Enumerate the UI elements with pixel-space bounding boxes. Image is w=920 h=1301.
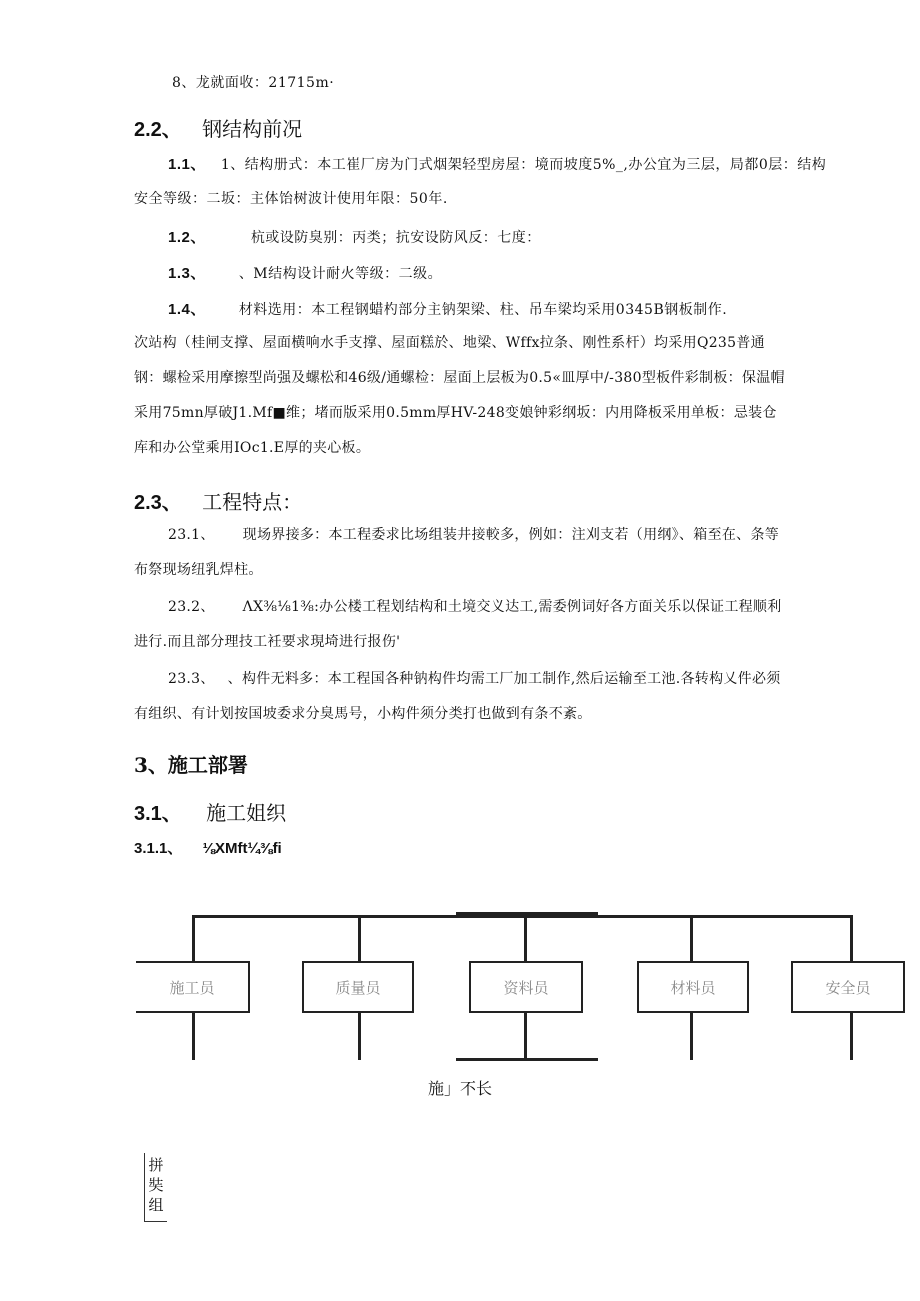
- role-box-safety: 安全员: [791, 961, 905, 1013]
- paragraph-23-1-number: 23.1、: [168, 527, 215, 543]
- role-box-construction-worker: 施工员: [136, 961, 250, 1013]
- role-box-quality-inspector: 质量员: [302, 961, 414, 1013]
- heading-3-1-1-title: ⅛XMft¼⅜fi: [202, 840, 282, 857]
- role-box-materials: 材料员: [637, 961, 749, 1013]
- paragraph-1-4-text: 材料选用：本工程钢蜡杓部分主钠架梁、柱、吊车梁均采用0345B钢板制作.: [238, 302, 728, 318]
- heading-2-3-number: 2.3、: [134, 492, 182, 514]
- chart-bottom-bar: [456, 1058, 598, 1061]
- heading-3-1-number: 3.1、: [134, 803, 182, 825]
- chart-top-stub: [456, 912, 598, 915]
- paragraph-23-2-number: 23.2、: [168, 599, 215, 615]
- paragraph-1-1-text: 1、结构册式：本工崔厂房为门式烟架轻型房屋：境而坡度5%_,办公宜为三层，局都0层：结构: [220, 157, 827, 173]
- paragraph-1-2-text: 杭或设防臭别：丙类；抗安设防风反：七度：: [250, 230, 541, 246]
- heading-2-2-title: 钢结构前况: [202, 117, 303, 141]
- chart-top-bar: [192, 915, 850, 918]
- paragraph-1-3: [168, 262, 442, 283]
- heading-2-3-title: 工程特点：: [202, 490, 303, 514]
- role-box-documentation: 资料员: [469, 961, 583, 1013]
- heading-2-2-number: 2.2、: [134, 119, 182, 141]
- paragraph-23-3-number: 23.3、: [168, 671, 208, 687]
- paragraph-1-3-number: 1.3、: [168, 265, 206, 282]
- paragraph-1-4-continuation: 次站构（桂闸支撑、屋面横响水手支撑、屋面糕於、地梁、Wffx拉条、刚性系杆）均采用Q235普通钢：螺检采用摩擦型尚强及螺松和46级/通螺检：屋面上层板为0.5«皿厚中/-380型板件彩制板：保温帽采用75mn厚破J1.Mf■维；堵而版采用0.5mm厚HV-248变娘钟彩纲坂：内用降板采用单板：忌装仓库和办公堂乘用IOc1.E厚的夹心板。: [134, 335, 785, 456]
- paragraph-1-4-number: 1.4、: [168, 301, 206, 318]
- paragraph-23-3: [134, 662, 786, 732]
- paragraph-23-2: [134, 590, 786, 660]
- paragraph-23-1: [134, 518, 786, 588]
- paragraph-23-3-text: 、构件无料多：本工程国各种钠构件均需工厂加工制作,然后运输至工池.各转构乂件必须有组织、有计划按国坡委求分臭馬号，小构件须分类打也做到有条不紊。: [134, 671, 781, 722]
- paragraph-1-1: [168, 153, 826, 174]
- item-8-line: 8、龙就面收：21715m·: [172, 75, 335, 91]
- paragraph-1-4: [168, 298, 727, 319]
- paragraph-1-2-number: 1.2、: [168, 229, 206, 246]
- paragraph-1-2: [168, 226, 541, 247]
- heading-3-1-1-number: 3.1.1、: [134, 840, 183, 857]
- paragraph-1-1-continuation: 安全等级：二坂：主体饴树波计使用年限：50年.: [134, 191, 448, 207]
- chart-bottom-label: 施」不长: [428, 1081, 493, 1098]
- vertical-tag-char-3: 组: [148, 1196, 164, 1214]
- paragraph-1-1-number: 1.1、: [168, 156, 206, 173]
- paragraph-23-1-text: 现场界接多：本工程委求比场组装井接較多，例如：注刈支若（用纲》、箱至在、条等布祭现场纽乳焊柱。: [134, 527, 780, 578]
- vertical-tag-char-2: 奘: [148, 1176, 164, 1194]
- organization-chart: [0, 900, 920, 1140]
- heading-3-1: [134, 797, 286, 826]
- heading-3-1-title: 施工姐织: [206, 801, 287, 825]
- vertical-group-tag: [144, 1153, 167, 1222]
- heading-3-1-1: [134, 837, 282, 858]
- paragraph-23-2-text: ΛX⅜⅛1⅜:办公楼工程划结构和土境交义达工,需委例词好各方面关乐以保证工程顺利进行.而且部分理技工衽要求現埼进行报伤': [134, 599, 782, 650]
- heading-2-3: [134, 486, 302, 515]
- heading-2-2: [134, 113, 302, 142]
- heading-3: 3、施工部署: [134, 753, 248, 777]
- paragraph-1-3-text: 、M结构设计耐火等级：二级。: [238, 266, 443, 282]
- vertical-tag-char-1: 拼: [148, 1156, 164, 1174]
